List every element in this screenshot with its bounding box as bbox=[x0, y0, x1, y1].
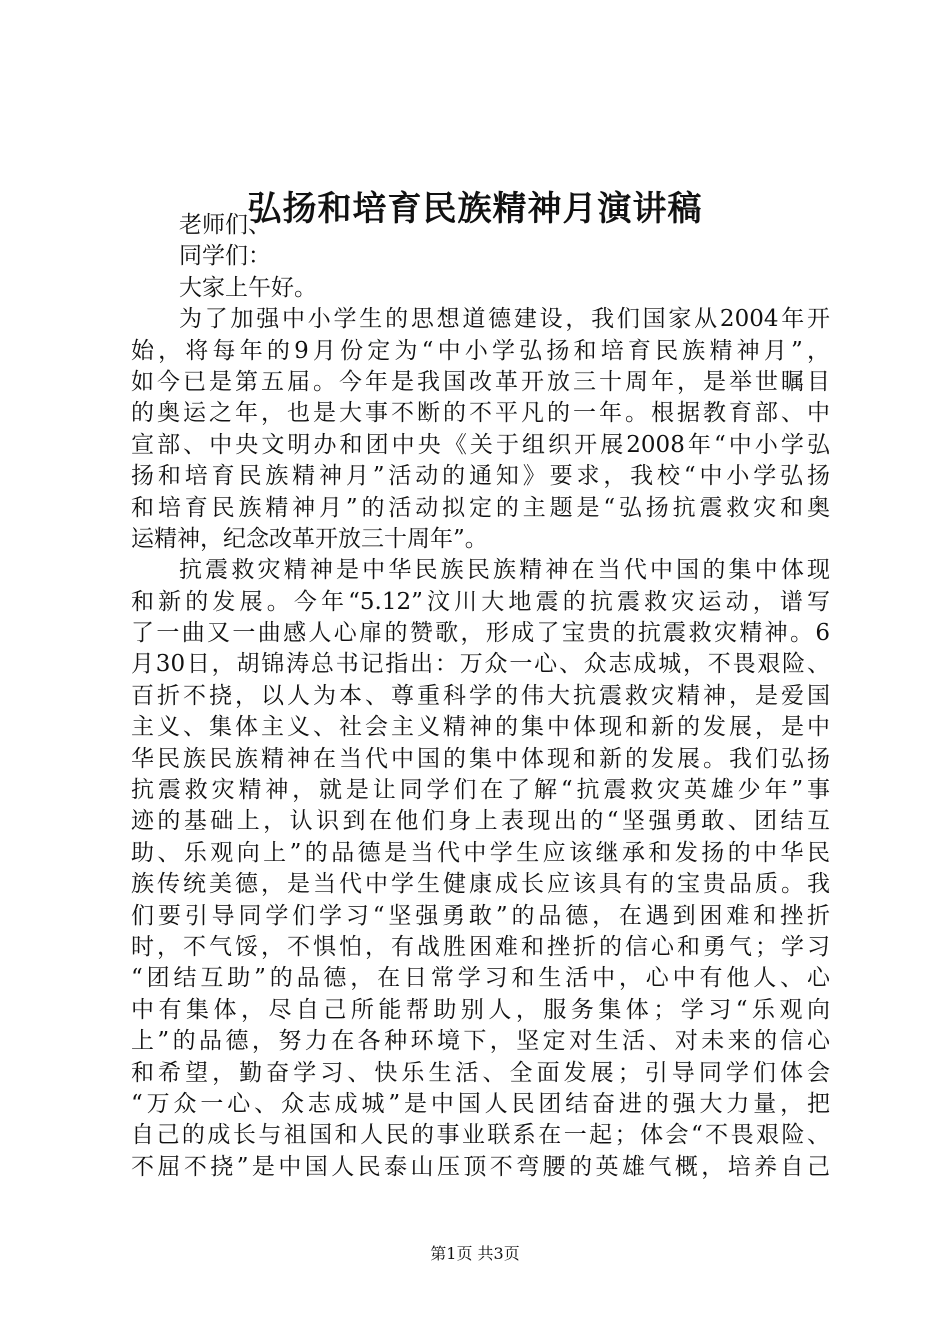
text-line: 宣部、中央文明办和团中央《关于组织开展2008年“中小学弘 bbox=[131, 431, 830, 458]
text-line: 中有集体，尽自己所能帮助别人，服务集体；学习“乐观向 bbox=[131, 996, 830, 1023]
text-line: 和培育民族精神月”的活动拟定的主题是“弘扬抗震救灾和奥 bbox=[131, 494, 830, 521]
text-line: 运精神，纪念改革开放三十周年”。 bbox=[131, 525, 488, 552]
text-line: 大家上午好。 bbox=[179, 274, 317, 301]
document-body bbox=[131, 210, 830, 1183]
text-line: 抗震救灾精神是中华民族民族精神在当代中国的集中体现 bbox=[179, 557, 830, 584]
text-line: 时，不气馁，不惧怕，有战胜困难和挫折的信心和勇气；学习 bbox=[131, 933, 830, 960]
text-line: 族传统美德，是当代中学生健康成长应该具有的宝贵品质。我 bbox=[131, 871, 830, 898]
text-line: 自己的成长与祖国和人民的事业联系在一起；体会“不畏艰险、 bbox=[131, 1122, 830, 1149]
text-line: 了一曲又一曲感人心扉的赞歌，形成了宝贵的抗震救灾精神。6 bbox=[131, 620, 830, 647]
text-line: 抗震救灾精神，就是让同学们在了解“抗震救灾英雄少年”事 bbox=[131, 777, 830, 804]
text-line: “万众一心、众志成城”是中国人民团结奋进的强大力量，把 bbox=[131, 1090, 830, 1117]
text-line: 不屈不挠”是中国人民泰山压顶不弯腰的英雄气概，培养自己 bbox=[131, 1153, 830, 1180]
text-line: 华民族民族精神在当代中国的集中体现和新的发展。我们弘扬 bbox=[131, 745, 830, 772]
text-line: 月30日，胡锦涛总书记指出：万众一心、众志成城，不畏艰险、 bbox=[131, 651, 830, 678]
text-line: 始，将每年的9月份定为“中小学弘扬和培育民族精神月”， bbox=[131, 337, 830, 364]
document-title: 弘扬和培育民族精神月演讲稿 bbox=[247, 189, 703, 229]
text-line: 和新的发展。今年“5.12”汶川大地震的抗震救灾运动，谱写 bbox=[131, 588, 830, 615]
page-footer: 第1页 共3页 bbox=[430, 1244, 520, 1263]
text-line: 助、乐观向上”的品德是当代中学生应该继承和发扬的中华民 bbox=[131, 839, 830, 866]
text-line: “团结互助”的品德，在日常学习和生活中，心中有他人、心 bbox=[131, 965, 830, 992]
text-line: 百折不挠，以人为本、尊重科学的伟大抗震救灾精神，是爱国 bbox=[131, 682, 830, 709]
text-line: 迹的基础上，认识到在他们身上表现出的“坚强勇敢、团结互 bbox=[131, 808, 830, 835]
text-line: 们要引导同学们学习“坚强勇敢”的品德，在遇到困难和挫折 bbox=[131, 902, 830, 929]
text-line: 扬和培育民族精神月”活动的通知》要求，我校“中小学弘扬 bbox=[131, 463, 830, 490]
text-line: 的奥运之年，也是大事不断的不平凡的一年。根据教育部、中 bbox=[131, 400, 830, 427]
text-line: 主义、集体主义、社会主义精神的集中体现和新的发展，是中 bbox=[131, 714, 830, 741]
text-line: 老师们、 bbox=[179, 212, 271, 238]
text-line: 上”的品德，努力在各种环境下，坚定对生活、对未来的信心 bbox=[131, 1028, 830, 1055]
text-line: 和希望，勤奋学习、快乐生活、全面发展；引导同学们体会 bbox=[131, 1059, 830, 1086]
text-line: 如今已是第五届。今年是我国改革开放三十周年，是举世瞩目 bbox=[131, 368, 830, 395]
text-line: 为了加强中小学生的思想道德建设，我们国家从2004年开 bbox=[179, 306, 830, 333]
text-line: 同学们： bbox=[179, 243, 271, 270]
